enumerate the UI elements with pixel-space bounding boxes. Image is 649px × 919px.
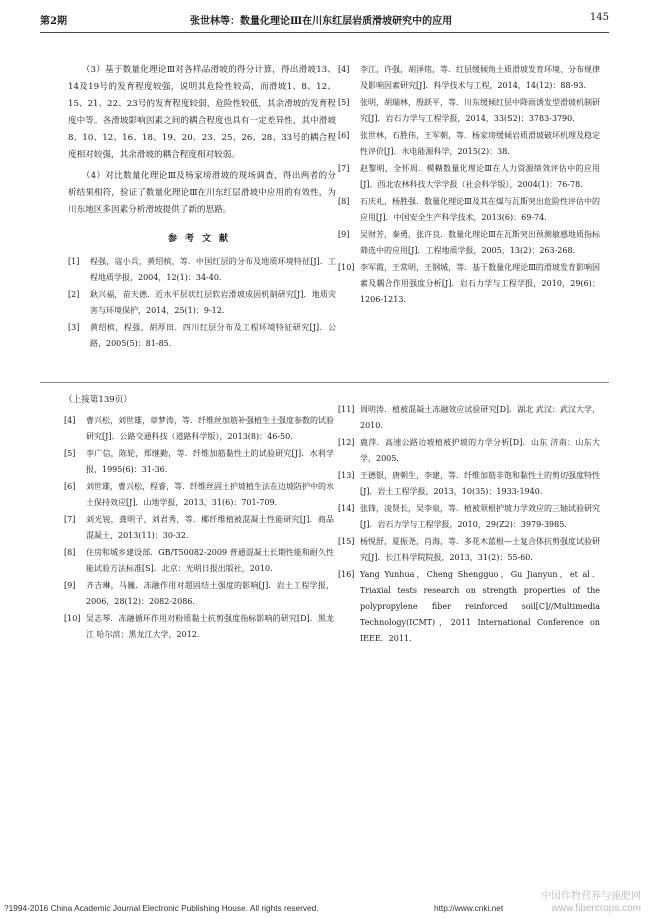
reference-text: 齐吉琳，马巍．冻融作用对超固结土强度的影响[J]．岩土工程学报，2006，28(12)：2082-2086. — [86, 581, 334, 606]
continued-from-label: （上接第139页） — [64, 395, 132, 405]
reference-entry — [338, 468, 600, 500]
section-divider — [40, 382, 609, 383]
reference-entry — [338, 501, 600, 533]
reference-text: 杨悦舒，夏振尧，肖海，等．多花木蓝根—土复合体抗剪强度试验研究[J]．长江科学院院报，2013，31(2)：55-60. — [360, 537, 600, 562]
reference-entry — [64, 545, 334, 577]
reference-text: 李军霞，王常明，王钢城，等．基于数量化理论Ⅲ的滑坡发育影响因素及耦合作用强度分析[J]．岩石力学与工程学报，2010，29(6)：1206-1213. — [360, 263, 600, 304]
reference-text: 周明涛．植被混凝土冻融效应试验研究[D]．湖北 武汉：武汉大学，2010. — [360, 405, 600, 430]
reference-entry — [338, 95, 600, 127]
running-header — [40, 12, 609, 32]
reference-number: [15] — [338, 537, 355, 546]
reference-text: 曹兴松，刘世雄，章梦涛，等．纤维丝加筋补强植生土强度参数的试验研究[J]．公路交通科技（道路科学版），2013(8)：46-50. — [86, 416, 334, 441]
reference-entry — [338, 227, 600, 259]
reference-text: 李江，许强，胡泽铭，等．红层缓倾角土质滑坡发育环境、分布规律及影响因素研究[J]．科学技术与工程，2014，14(12)：88-93. — [360, 65, 600, 90]
reference-text: 李广信，陈轮，郑继勤，等．纤维加筋黏性土的试验研究[J]．水利学报，1995(6)：31-36. — [86, 449, 334, 474]
references-list-d — [338, 402, 600, 647]
upper-left-column — [68, 62, 336, 353]
reference-text: 鹿萍．高速公路边坡植被护坡的力学分析[D]．山东 济南：山东大学，2005. — [360, 438, 600, 463]
conclusion-paragraph-4: （4）对比数量化理论Ⅲ及杨家塝滑坡的现场调查，得出两者的分析结果相符，验证了数量化理论Ⅲ在川东红层滑坡中应用的有效性，为川东地区多因素分析滑坡提供了新的思路。 — [68, 171, 336, 215]
reference-entry — [64, 611, 334, 643]
lower-left-column — [64, 392, 334, 644]
reference-number: [4] — [64, 416, 76, 425]
reference-text: 程强，寇小兵，黄绍槟，等．中国红层的分布及地质环境特征[J]．工程地质学报，2004，12(1)：34-40. — [90, 257, 336, 282]
reference-text: 住房和城乡建设部．GB/T50082-2009 普通混凝土长期性能和耐久性能试验方法标准[S]．北京：光明日报出版社，2010. — [86, 548, 334, 573]
reference-number: [7] — [64, 515, 76, 524]
reference-text: 吴财芳，秦勇，张许良．数量化理论Ⅲ在瓦斯突出预测敏感地质指标筛选中的应用[J]．工程地质学报，2005，13(2)：263-268. — [360, 230, 600, 255]
reference-number: [10] — [338, 263, 355, 272]
conclusion-paragraph-3: （3）基于数量化理论Ⅲ对各样品滑坡的得分计算，得出滑坡13、14及19号的发育程度较强，说明其危险性较高，而滑坡1、8、12、15、21、22、23号的发育程度较弱，危险性较低，其余滑坡的发育程度中等。各滑坡影响因素之间的耦合程度也具有一定差异性，其中滑坡8、10、12、16、18、19、20、23、25、26、28、33号的耦合程度相对较强，其余滑坡的耦合程度相对较弱。 — [68, 65, 336, 160]
reference-text: 张明，胡瑞林，殷跃平，等．川东缓倾红层中降雨诱发型滑坡机制研究[J]．岩石力学与工程学报，2014，33(S2)：3783-3790. — [360, 98, 600, 123]
reference-entry — [338, 567, 600, 647]
reference-number: [16] — [338, 570, 355, 579]
reference-number: [6] — [338, 131, 350, 140]
reference-number: [5] — [64, 449, 76, 458]
reference-entry — [68, 320, 336, 352]
reference-entry — [64, 578, 334, 610]
reference-text: 石庆礼，杨胜强．数量化理论Ⅲ及其在煤与瓦斯突出危险性评估中的应用[J]．中国安全生产科学技术，2013(6)：69-74. — [360, 197, 600, 222]
reference-number: [9] — [338, 230, 350, 239]
reference-text: 黄绍槟，程强，胡厚田．四川红层分布及工程环境特征研究[J]．公路，2005(5)：81-85. — [90, 323, 336, 348]
reference-text: 耿兴福，苗天德．近水平层状红层软岩滑坡成因机制研究[J]．地质灾害与环境保护，2014，25(1)：9-12. — [90, 290, 336, 315]
reference-entry — [338, 435, 600, 467]
reference-text: 吴志琴．冻融循环作用对粉质黏土抗剪强度指标影响的研究[D]．黑龙江 哈尔滨：黑龙江大学，2012. — [86, 614, 334, 639]
reference-number: [12] — [338, 438, 355, 447]
references-list-a — [68, 254, 336, 352]
reference-number: [4] — [338, 65, 350, 74]
reference-number: [7] — [338, 164, 350, 173]
reference-entry — [64, 413, 334, 445]
reference-number: [3] — [68, 323, 80, 332]
running-title: 张世林等：数量化理论Ⅲ在川东红层岩质滑坡研究中的应用 — [190, 16, 453, 27]
reference-entry — [338, 161, 600, 193]
lower-right-column — [338, 402, 600, 648]
page-number: 145 — [589, 12, 609, 23]
copyright-notice: ?1994-2016 China Academic Journal Electronic Publishing House. All rights reserved. — [4, 903, 319, 913]
issue-number: 第2期 — [40, 16, 67, 27]
references-list-b — [338, 62, 600, 308]
header-rule — [40, 32, 609, 33]
reference-number: [6] — [64, 482, 76, 491]
reference-text: 刘光锐，龚明子，刘君秀，等．椰纤维植被混凝土性能研究[J]．商品混凝土，2013(11)：30-32. — [86, 515, 334, 540]
reference-entry — [338, 62, 600, 94]
reference-text: 王德银，唐朝生，李建，等．纤维加筋非饱和黏性土的剪切强度特性[J]．岩土工程学报，2013，10(35)：1933-1940. — [360, 471, 600, 496]
reference-entry — [338, 194, 600, 226]
reference-number: [10] — [64, 614, 81, 623]
reference-text: 赵黎明，全怀周．模糊数量化理论Ⅲ在人力资源绩效评估中的应用[J]．西北农林科技大学学报（社会科学版），2004(1)：76-78. — [360, 164, 600, 189]
upper-right-column — [338, 62, 600, 309]
reference-number: [8] — [64, 548, 76, 557]
reference-entry — [338, 534, 600, 566]
reference-entry — [64, 446, 334, 478]
reference-entry — [338, 260, 600, 308]
reference-number: [8] — [338, 197, 350, 206]
reference-entry — [64, 512, 334, 544]
reference-entry — [64, 479, 334, 511]
reference-text: Yang Yunhua，Cheng Shengguo，Gu Jianyun，et al．Triaxial tests research on strength properties of the polypropylene fiber reinforced soil[C]//Multimedia Technology(ICMT)，2011 International Conference on IEEE．2011. — [360, 570, 600, 643]
reference-number: [5] — [338, 98, 350, 107]
references-heading: 参考文献 — [167, 234, 236, 244]
reference-entry — [338, 128, 600, 160]
reference-entry — [68, 287, 336, 319]
references-list-c — [64, 413, 334, 643]
reference-text: 张世林，石胜伟，王军朝，等．杨家塝缓倾岩质滑坡破坏机理及稳定性评价[J]．水电能源科学，2015(2)：38. — [360, 131, 600, 156]
watermark-line-2: www.fibercrops.com — [551, 903, 641, 914]
watermark — [541, 891, 641, 915]
reference-text: 张锋，凌贤长，吴李泉，等．植被须根护坡力学效应的三轴试验研究[J]．岩石力学与工程学报，2010，29(Z2)：3979-3985. — [360, 504, 600, 529]
reference-number: [2] — [68, 290, 80, 299]
reference-text: 刘世雄，曹兴松，程睿，等．纤维丝固土护坡植生法在边坡防护中的水土保持效应[J]．山地学报，2013，31(6)：701-709. — [86, 482, 334, 507]
reference-number: [13] — [338, 471, 355, 480]
reference-number: [1] — [68, 257, 80, 266]
cnki-link[interactable]: http://www.cnki.net — [434, 903, 504, 913]
reference-number: [14] — [338, 504, 355, 513]
reference-entry — [338, 402, 600, 434]
reference-entry — [68, 254, 336, 286]
reference-number: [11] — [338, 405, 355, 414]
watermark-line-1: 中国作物营养与施肥网 — [541, 891, 641, 902]
reference-number: [9] — [64, 581, 76, 590]
